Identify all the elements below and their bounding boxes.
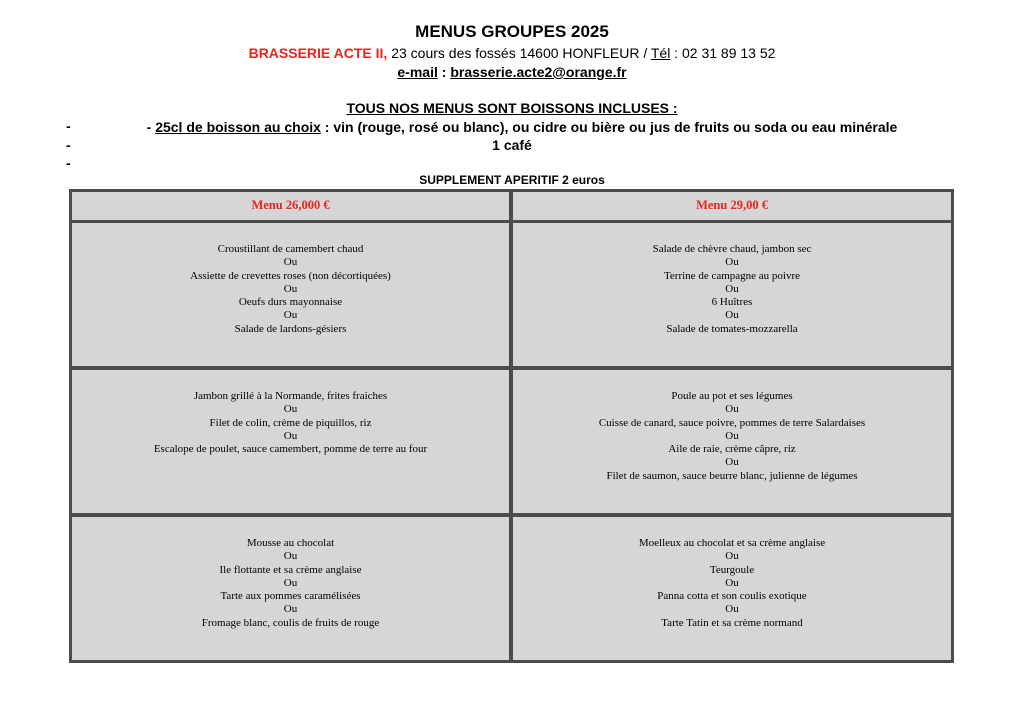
drink-prefix: -	[146, 119, 156, 135]
dish: Salade de chèvre chaud, jambon sec	[652, 243, 812, 255]
separator-ou: Ou	[283, 309, 298, 322]
dish: Salade de lardons-gésiers	[234, 322, 347, 335]
inclusions-heading: TOUS NOS MENUS SONT BOISSONS INCLUSES :	[346, 100, 678, 116]
email-link[interactable]: brasserie.acte2@orange.fr	[450, 64, 627, 80]
dish: Assiette de crevettes roses (non décortiquées)	[190, 269, 391, 282]
drink-line	[0, 118, 1024, 136]
drink-text: : vin (rouge, rosé ou blanc), ou cidre ou bière ou jus de fruits ou soda ou eau minérale	[320, 119, 898, 135]
dish: Croustillant de camembert chaud	[217, 243, 364, 255]
page-title: MENUS GROUPES 2025	[415, 22, 609, 41]
email-sep: :	[437, 64, 451, 80]
menu-26-starters	[72, 223, 509, 366]
drink-label: 25cl de boisson au choix	[155, 119, 321, 135]
menu-29-mains	[513, 370, 951, 513]
separator-ou: Ou	[725, 403, 739, 416]
dish: Aile de raie, crème câpre, riz	[668, 443, 796, 456]
separator-ou: Ou	[283, 429, 298, 442]
menu-table	[69, 189, 954, 663]
supplement-note: SUPPLEMENT APERITIF 2 euros	[419, 173, 605, 187]
separator-ou: Ou	[725, 256, 739, 269]
dish: Oeufs durs mayonnaise	[238, 296, 343, 309]
email-label: e-mail	[397, 64, 438, 80]
menu-29-starters	[513, 223, 951, 366]
dish: Moelleux au chocolat et sa crème anglaise	[638, 537, 826, 549]
separator-ou: Ou	[283, 282, 298, 295]
separator-ou: Ou	[725, 550, 739, 563]
menu-header-26: Menu 26,000 €	[72, 192, 509, 220]
separator-ou: Ou	[725, 282, 739, 295]
dish: Mousse au chocolat	[246, 537, 335, 549]
dish: Filet de colin, crème de piquillos, riz	[209, 416, 372, 429]
separator-ou: Ou	[283, 550, 298, 563]
dish: Ile flottante et sa crème anglaise	[219, 563, 362, 576]
separator-ou: Ou	[283, 403, 298, 416]
dish: Terrine de campagne au poivre	[663, 269, 801, 282]
dish: Salade de tomates-mozzarella	[666, 322, 798, 335]
dish: 6 Huîtres	[711, 296, 753, 309]
coffee-line: 1 café	[492, 137, 532, 153]
separator-ou: Ou	[725, 429, 739, 442]
separator-ou: Ou	[725, 309, 739, 322]
menu-header-29: Menu 29,00 €	[513, 192, 951, 220]
menu-26-mains	[72, 370, 509, 513]
dish: Teurgoule	[709, 563, 755, 576]
dish: Escalope de poulet, sauce camembert, pomme de terre au four	[153, 443, 428, 456]
separator-ou: Ou	[725, 456, 739, 469]
dish: Poule au pot et ses légumes	[671, 390, 793, 402]
tel-label: Tél	[650, 45, 671, 61]
dish: Jambon grillé à la Normande, frites fraiches	[193, 390, 388, 402]
separator-ou: Ou	[725, 576, 739, 589]
bullet-dash: -	[66, 137, 71, 153]
menu-29-desserts	[513, 517, 951, 660]
email-line	[0, 63, 1024, 81]
dish: Cuisse de canard, sauce poivre, pommes de terre Salardaises	[598, 416, 866, 429]
bullet-dash: -	[66, 155, 71, 171]
bullet-dash: -	[66, 118, 71, 134]
dish: Tarte Tatin et sa crème normand	[661, 616, 803, 629]
separator-ou: Ou	[283, 256, 298, 269]
separator-ou: Ou	[283, 603, 298, 616]
separator-ou: Ou	[283, 576, 298, 589]
contact-line	[0, 44, 1024, 62]
separator-ou: Ou	[725, 603, 739, 616]
dish: Fromage blanc, coulis de fruits de rouge	[201, 616, 380, 629]
brand-name: BRASSERIE ACTE II,	[248, 45, 388, 61]
dish: Filet de saumon, sauce beurre blanc, julienne de légumes	[606, 469, 858, 482]
dish: Tarte aux pommes caramélisées	[220, 590, 361, 603]
tel-value: : 02 31 89 13 52	[670, 45, 776, 61]
menu-26-desserts	[72, 517, 509, 660]
dish: Panna cotta et son coulis exotique	[657, 590, 807, 603]
address: 23 cours des fossés 14600 HONFLEUR /	[387, 45, 651, 61]
